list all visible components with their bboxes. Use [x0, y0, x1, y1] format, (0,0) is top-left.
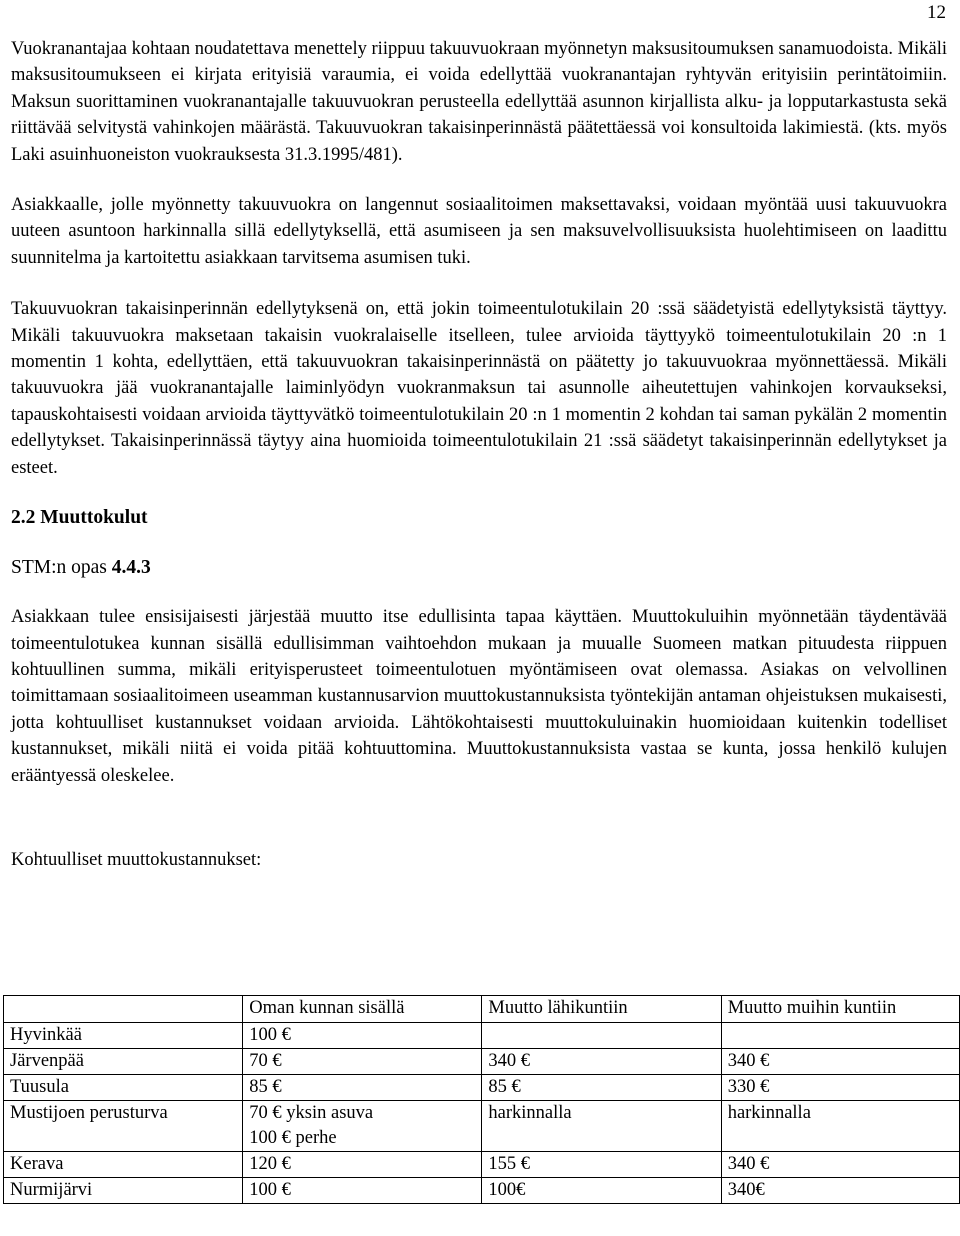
- table-header-row: [4, 996, 960, 1023]
- paragraph-recovery-conditions: Takuuvuokran takaisinperinnän edellytyksenä on, että jokin toimeentulotukilain 20 :ssä säädetyistä edellytyksistä täyttyy. Mikäli takuuvuokra maksetaan takaisin vuokralaiselle itselleen, tulee arvioida täyttyykö toimeentulotukilain 20 :n 1 momentin 1 kohta, edellyttäen, että takuuvuokran takaisinperinnästä on päätetty jo takuuvuokraa myönnettäessä. Mikäli takuuvuokra jää vuokranantajalle laiminlyödyn vuokranmaksun tai asunnolle aiheutettujen vahinkojen korvaukseksi, tapauskohtaisesti voidaan arvioida täyttyvätkö toimeentulotukilain 20 :n 1 momentin 2 kohdan tai saman pykälän 2 momentin edellytykset. Takaisinperinnässä täytyy aina huomioida toimeentulotukilain 21 :ssä säädetyt takaisinperinnän edellytykset ja esteet.: [11, 299, 947, 478]
- moving-costs-table: [3, 995, 960, 1204]
- table-row: [4, 1049, 960, 1075]
- cell-other: [721, 1023, 959, 1049]
- table-row: [4, 1075, 960, 1101]
- cell-other: 330 €: [721, 1075, 959, 1101]
- cell-own: 70 €: [243, 1049, 482, 1075]
- cell-near: harkinnalla: [482, 1101, 721, 1152]
- stm-guide-reference: [11, 555, 947, 581]
- stm-guide-number: 4.4.3: [111, 557, 151, 579]
- cell-other: 340 €: [721, 1049, 959, 1075]
- header-cell-other-municipalities: Muutto muihin kuntiin: [721, 996, 959, 1023]
- cell-own: [243, 1101, 482, 1152]
- cell-near: 100€: [482, 1178, 721, 1204]
- paragraph-moving-costs: Asiakkaan tulee ensisijaisesti järjestää muutto itse edullisinta tapaa käyttäen. Muuttokuluihin myönnetään täydentävää toimeentulotukea kunnan sisällä edullisimman vaihtoehdon mukaan ja muualle Suomeen matkan pituudesta riippuen kohtuullinen summa, mikäli erityisperusteet toimeentulotuen myöntämiseen ovat olemassa. Asiakas on velvollinen toimittamaan sosiaalitoimeen useamman kustannusarvion muuttokustannuksista työntekijän antaman ohjeistuksen mukaisesti, jotta kohtuulliset kustannukset voidaan arvioida. Lähtökohtaisesti muuttokuluinakin huomioidaan kuitenkin todelliset kustannukset, mikäli niitä ei voida pitää kohtuuttomina. Muuttokustannuksista vastaa se kunta, jossa henkilö kulujen erääntyessä oleskelee.: [11, 607, 947, 786]
- cell-municipality: Tuusula: [4, 1075, 243, 1101]
- table-row: [4, 1101, 960, 1152]
- cell-near: [482, 1023, 721, 1049]
- header-cell-own-municipality: Oman kunnan sisällä: [243, 996, 482, 1023]
- page-number: 12: [927, 2, 946, 23]
- cell-municipality: Nurmijärvi: [4, 1178, 243, 1204]
- stm-guide-prefix: STM:n opas: [11, 557, 112, 579]
- cell-own: 120 €: [243, 1152, 482, 1178]
- cell-own: 85 €: [243, 1075, 482, 1101]
- cell-own: 100 €: [243, 1178, 482, 1204]
- table-caption: Kohtuulliset muuttokustannukset:: [11, 849, 262, 870]
- cell-near: 85 €: [482, 1075, 721, 1101]
- cell-other: harkinnalla: [721, 1101, 959, 1152]
- table-row: [4, 1023, 960, 1049]
- paragraph-landlord-procedure: Vuokranantajaa kohtaan noudatettava menettely riippuu takuuvuokraan myönnetyn maksusitoumuksen sanamuodoista. Mikäli maksusitoumukseen ei kirjata erityisiä varaumia, ei voida edellyttää vuokranantajan ryhtyvän erityisiin perintätoimiin. Maksun suorittaminen vuokranantajalle takuuvuokran perusteella edellyttää asunnon kirjallista alku- ja lopputarkastusta sekä riittävää selvitystä vahinkojen määrästä. Takuuvuokran takaisinperinnästä päätettäessä voi konsultoida lakimiestä. (kts. myös Laki asuinhuoneiston vuokrauksesta 31.3.1995/481).: [11, 39, 947, 165]
- section-heading: 2.2 Muuttokulut: [11, 507, 148, 529]
- cell-near: 340 €: [482, 1049, 721, 1075]
- cell-own: 100 €: [243, 1023, 482, 1049]
- cell-near: 155 €: [482, 1152, 721, 1178]
- cell-own-line-2: 100 € perhe: [249, 1128, 337, 1148]
- cell-other: 340€: [721, 1178, 959, 1204]
- table-row: [4, 1178, 960, 1204]
- cell-municipality: Järvenpää: [4, 1049, 243, 1075]
- table-row: [4, 1152, 960, 1178]
- cell-municipality: Kerava: [4, 1152, 243, 1178]
- cell-municipality: Mustijoen perusturva: [4, 1101, 243, 1152]
- paragraph-new-guarantee-rent: Asiakkaalle, jolle myönnetty takuuvuokra on langennut sosiaalitoimen maksettavaksi, voidaan myöntää uusi takuuvuokra uuteen asuntoon harkinnalla sillä edellytyksellä, että asumiseen ja sen maksuvelvollisuuksista huolehtimiseen on laadittu suunnitelma ja kartoitettu asiakkaan tarvitsema asumisen tuki.: [11, 195, 947, 268]
- header-cell-empty: [4, 996, 243, 1023]
- header-cell-nearby-municipalities: Muutto lähikuntiin: [482, 996, 721, 1023]
- cell-municipality: Hyvinkää: [4, 1023, 243, 1049]
- cell-own-line-1: 70 € yksin asuva: [249, 1103, 374, 1123]
- cell-other: 340 €: [721, 1152, 959, 1178]
- document-body: [11, 36, 947, 902]
